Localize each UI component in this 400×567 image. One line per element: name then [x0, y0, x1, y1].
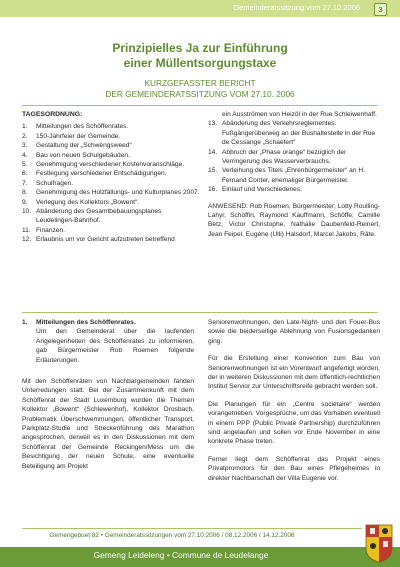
section-paragraph: Ferner liegt dem Schöffenrat das Projekt eines Privatpromotors für den Bau eines Pflegeheimes in direkter Nachbarschaft der Villa Eugénie vor. [208, 455, 380, 482]
agenda-item: 13. Abänderung des Verkehrsreglementes. Fußgängerüberweg an der Bushaltestelle in der Rue de Cessange „Schaefert“ [208, 120, 376, 147]
agenda-item: 11. Finanzen. [22, 226, 65, 234]
header-title: Gemeinderatssitzung vom 27.10.2006 [233, 3, 360, 12]
section-paragraph: Für die Erstellung einer Konvention zum Bau von Seniorenwohnungen ist ein Vorentwurf angefertigt worden, der in weiteren Diskussionen mit dem öffentlich-rechtlichen Institut Servior zur Unterschriftsreife gebracht werden soll. [208, 355, 380, 391]
agenda-item: 7. Schulfragen. [22, 179, 74, 187]
section-paragraph: Mit den Schöffenräten von Nachbargemeinden fanden Unterredungen statt. Bei der Zusammenkunft mit dem Schöffenrat der Stadt Luxemburg wurden die Themen Kollektor „Bowent“ (Schlewenhof), Kollektor Drosbach, Problematik Überschwemmungen, öffentlicher Transport, Parkplatz-Studie und Streckenführung des Marathon angesprochen, derweil es in den Diskussionen mit dem Schöffenrat der Gemeinde Reckingen/Mess um die Besichtigung der neuen Schule, eine eventuelle Beteiligung am Projekt [22, 378, 194, 470]
agenda-left-column [22, 110, 200, 245]
agenda-item: 8. Genehmigung des Holzfällungs- und Kulturplanes 2007. [22, 189, 200, 197]
agenda-item: 9. Verlegung des Kollektors „Bowent“. [22, 198, 139, 206]
section-paragraph: Um den Gemeinderat über die laufenden Angelegenheiten des Schöffenrates zu informieren, gab Bürgermeister Rob Roemen folgende Erläuterungen. [36, 328, 194, 364]
section1-right-column [208, 318, 380, 491]
agenda-item: 16. Einlauf und Verschiedenes. [208, 186, 302, 194]
article-subtitle-line1: KURZGEFASSTER BERICHT [144, 78, 256, 88]
section-paragraph: Seniorenwohnungen, den Late-Night- und den Fouer-Bus sowie die beiderseitige Ablehnung von Fusionsgedanken ging. [208, 319, 380, 345]
section1-left-column [22, 318, 194, 479]
footer-line: Gemengebuet 82 • Gemeinderatssitzungen vom 27.10.2006 / 08.12.2006 / 14.12.2006 [49, 532, 295, 539]
article-title-line1: Prinzipielles Ja zur Einführung [112, 41, 288, 55]
agenda-right-column [208, 110, 380, 247]
agenda-item: 2. 150-Jahrfeier der Gemeinde. [22, 132, 121, 140]
footer-bar-text: Gemeng Leideleng • Commune de Leudelange [93, 550, 269, 560]
agenda-item: 1. Mitteilungen des Schöffenrates. [22, 123, 129, 131]
attendance-list: ANWESEND: Rob Roemen, Bürgermeister; Lotty Roulling-Lahyr, Schöffin, Raymond Kauffmann, Schöffe; Camille Betz, Victor Christophe, Nathalie Daubenfeld-Reinert, Jean Feipel, Eugène (Ulli) Halsdorf, Marcel Jakobs, Räte. [208, 202, 380, 238]
article-title-line2: einer Müllentsorgungstaxe [123, 56, 277, 70]
agenda-item: 12. Erlaubnis um vor Gericht aufzutreten betreffend [22, 236, 175, 244]
agenda-item: 3. Gestaltung der „Schwèngsweed“ [22, 142, 132, 150]
section-paragraph: Die Planungen für ein „Centre sociétaire“ werden vorangetrieben. Vorgesprüche, um das Vorhaben eventuell in einem PPP (Public Private Partnership) durchzuführen sind angelaufen und sollen vor Ende November in eine konkrete Phase treten. [208, 400, 380, 446]
divider-top [22, 105, 378, 106]
agenda-item: 14. Abbruch der „Phase orange“ bezüglich der Verringerung des Wasserverbrauchs. [208, 148, 347, 166]
municipal-crest-icon [365, 524, 393, 563]
article-subtitle-line2: DER GEMEINDERATSSITZUNG VOM 27.10. 2006 [105, 89, 295, 99]
agenda-item-continuation: ein Ausströmen von Heizöl in der Rue Schleiwenhaff. [222, 111, 377, 118]
agenda-item: 5. Genehmigung verschiedener Kostenvoranschläge. [22, 161, 185, 169]
agenda-item: 4. Bau von neuen Schulgebäuden. [22, 151, 130, 159]
agenda-item: 6. Festlegung verschiedener Entschädigungen. [22, 170, 167, 178]
divider-footer [22, 528, 362, 529]
section-heading: 1. Mitteilungen des Schöffenrates. [22, 319, 136, 326]
agenda-heading: TAGESORDNUNG: [22, 111, 83, 118]
agenda-item: 10. Abänderung des Gesamtbebauungsplanes Leudelingen-Bahnhof. [22, 208, 162, 225]
divider-middle [22, 312, 378, 313]
page-number-badge: 3 [374, 3, 387, 16]
agenda-item: 15. Verleihung des Titels „Ehrenbürgermeister“ an H. Fernand Conter, ehemaliger Bürgermeister. [208, 167, 365, 184]
